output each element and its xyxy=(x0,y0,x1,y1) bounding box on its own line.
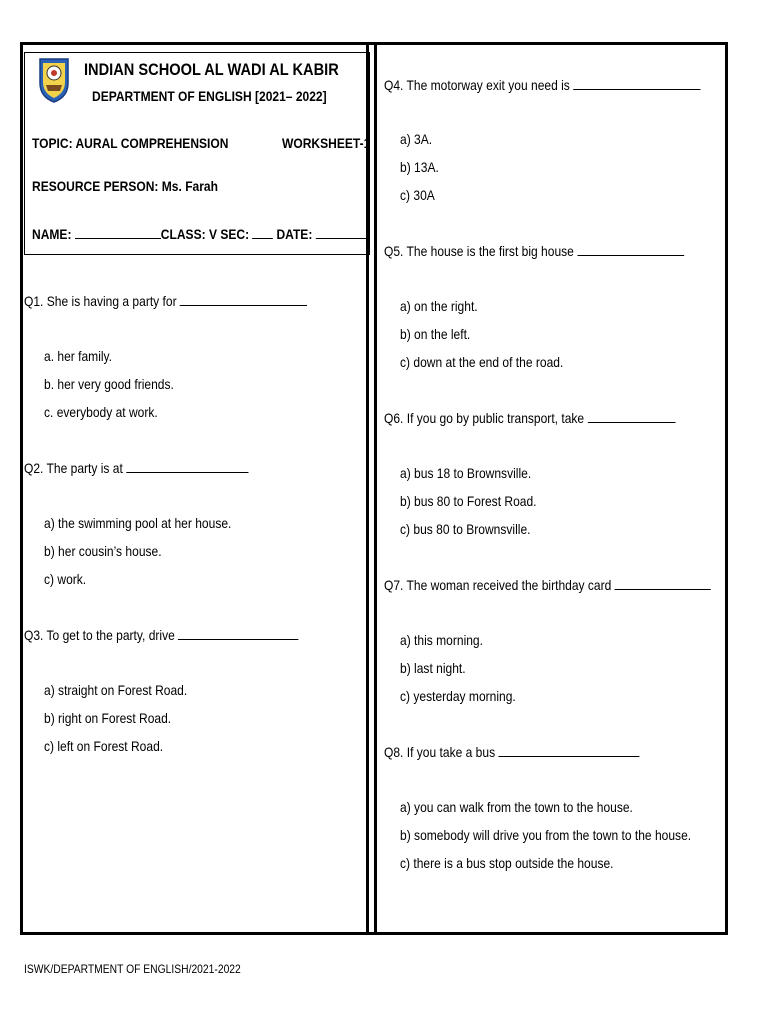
school-logo xyxy=(34,55,74,105)
worksheet-label: WORKSHEET-1 xyxy=(282,135,371,151)
answer-blank[interactable] xyxy=(180,293,307,306)
date-field[interactable] xyxy=(316,226,369,239)
option-7c: c) yesterday morning. xyxy=(400,688,516,704)
name-field[interactable] xyxy=(75,226,161,239)
option-4b: b) 13A. xyxy=(400,159,439,175)
option-3b: b) right on Forest Road. xyxy=(44,710,172,726)
department-title: DEPARTMENT OF ENGLISH [2021– 2022] xyxy=(92,88,327,104)
question-2: Q2. The party is at xyxy=(24,460,248,476)
answer-blank[interactable] xyxy=(587,410,675,423)
question-6: Q6. If you go by public transport, take xyxy=(384,410,675,426)
option-4c: c) 30A xyxy=(400,187,435,203)
option-8b: b) somebody will drive you from the town to the house. xyxy=(400,827,692,843)
option-1c: c. everybody at work. xyxy=(44,404,158,420)
school-name: INDIAN SCHOOL AL WADI AL KABIR xyxy=(84,60,339,79)
answer-blank[interactable] xyxy=(577,243,684,256)
option-5a: a) on the right. xyxy=(400,298,478,314)
option-8c: c) there is a bus stop outside the house. xyxy=(400,855,614,871)
option-1b: b. her very good friends. xyxy=(44,376,174,392)
option-6c: c) bus 80 to Brownsville. xyxy=(400,521,531,537)
option-2b: b) her cousin’s house. xyxy=(44,543,162,559)
student-info-line xyxy=(32,226,369,242)
answer-blank[interactable] xyxy=(498,744,639,757)
question-5: Q5. The house is the first big house xyxy=(384,243,684,259)
question-8: Q8. If you take a bus xyxy=(384,744,639,760)
answer-blank[interactable] xyxy=(573,77,700,90)
resource-person: RESOURCE PERSON: Ms. Farah xyxy=(32,178,218,194)
question-7: Q7. The woman received the birthday card xyxy=(384,577,711,593)
option-2c: c) work. xyxy=(44,571,87,587)
section-field[interactable] xyxy=(252,226,273,239)
name-label: NAME: xyxy=(32,226,75,242)
option-6a: a) bus 18 to Brownsville. xyxy=(400,465,532,481)
option-7b: b) last night. xyxy=(400,660,466,676)
option-8a: a) you can walk from the town to the house. xyxy=(400,799,633,815)
option-3c: c) left on Forest Road. xyxy=(44,738,164,754)
question-1: Q1. She is having a party for xyxy=(24,293,307,309)
option-4a: a) 3A. xyxy=(400,131,433,147)
date-label: DATE: xyxy=(273,226,316,242)
header-box xyxy=(24,52,370,255)
answer-blank[interactable] xyxy=(126,460,248,473)
answer-blank[interactable] xyxy=(178,627,298,640)
answer-blank[interactable] xyxy=(615,577,711,590)
option-6b: b) bus 80 to Forest Road. xyxy=(400,493,537,509)
option-5b: b) on the left. xyxy=(400,326,471,342)
footer-text: ISWK/DEPARTMENT OF ENGLISH/2021-2022 xyxy=(24,962,241,976)
option-5c: c) down at the end of the road. xyxy=(400,354,564,370)
question-4: Q4. The motorway exit you need is xyxy=(384,77,700,93)
topic-label: TOPIC: AURAL COMPREHENSION xyxy=(32,135,229,151)
class-label: CLASS: V SEC: xyxy=(160,226,253,242)
option-2a: a) the swimming pool at her house. xyxy=(44,515,232,531)
option-1a: a. her family. xyxy=(44,348,113,364)
option-7a: a) this morning. xyxy=(400,632,483,648)
question-3: Q3. To get to the party, drive xyxy=(24,627,299,643)
option-3a: a) straight on Forest Road. xyxy=(44,682,188,698)
